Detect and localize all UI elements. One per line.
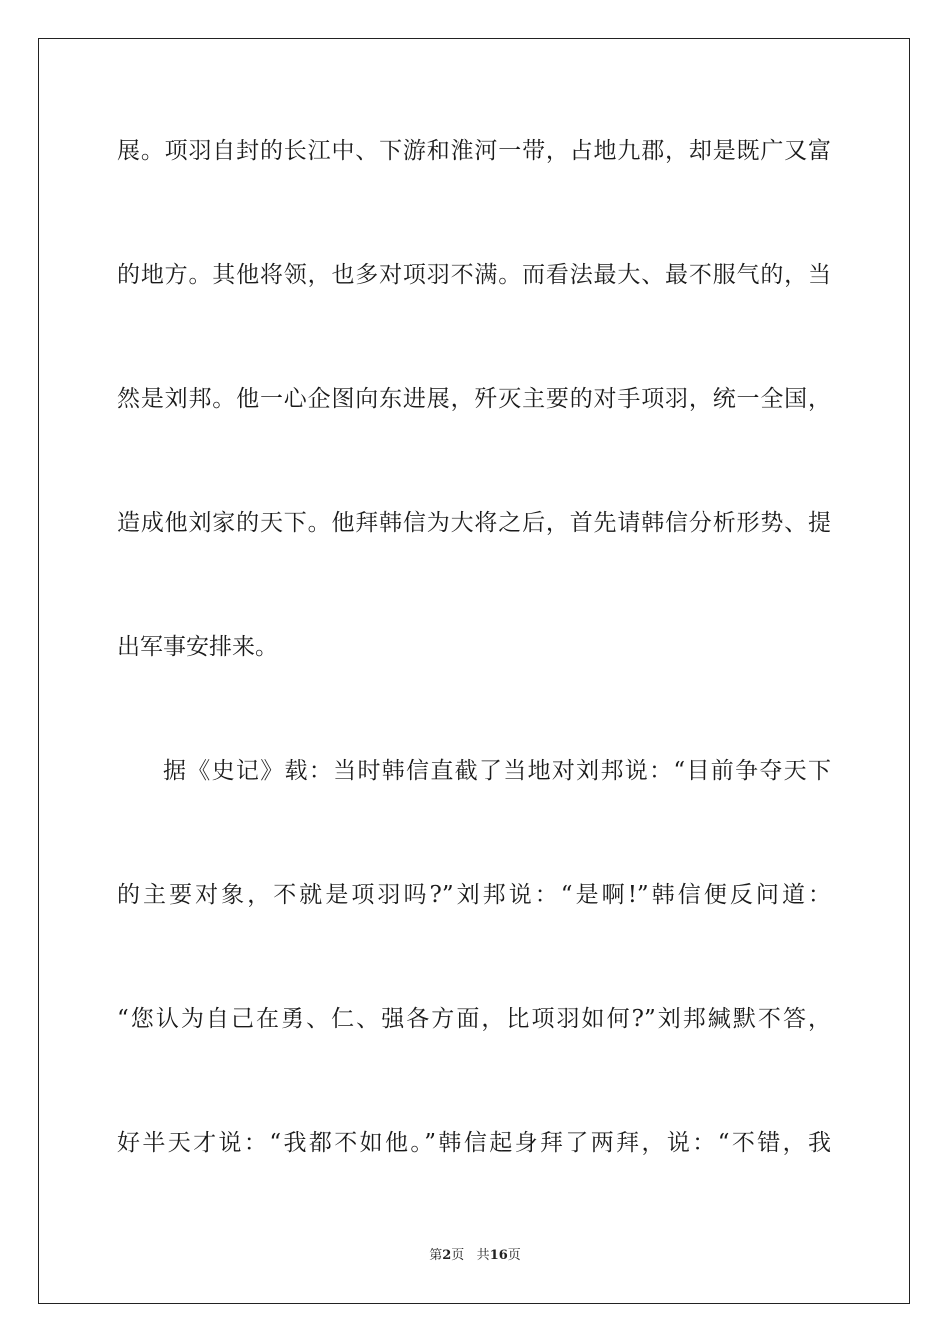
body-text-line-9: 好半天才说：“我都不如他。”韩信起身拜了两拜，说：“不错，我 bbox=[117, 1130, 831, 1156]
footer-page-total: 16 bbox=[489, 1248, 508, 1263]
body-text-line-5: 出军事安排来。 bbox=[117, 634, 278, 660]
page-footer bbox=[0, 1247, 950, 1265]
body-text-line-8: “您认为自己在勇、仁、强各方面，比项羽如何?”刘邦緘默不答， bbox=[117, 1006, 831, 1032]
body-text-line-4: 造成他刘家的天下。他拜韩信为大将之后，首先请韩信分析形势、提 bbox=[117, 510, 831, 536]
footer-total-prefix: 共 bbox=[476, 1248, 490, 1263]
body-text-line-3: 然是刘邦。他一心企图向东进展，歼灭主要的对手项羽，统一全国， bbox=[117, 386, 831, 412]
footer-page-prefix: 第 bbox=[429, 1248, 443, 1263]
footer-page-current: 2 bbox=[442, 1248, 452, 1263]
body-text-line-6: 据《史记》载：当时韩信直截了当地对刘邦说：“目前争夺天下 bbox=[163, 758, 831, 784]
body-text-line-1: 展。项羽自封的长江中、下游和淮河一带，占地九郡，却是既广又富 bbox=[117, 138, 831, 164]
footer-page-suffix: 页 bbox=[451, 1248, 465, 1263]
body-text-line-2: 的地方。其他将领，也多对项羽不满。而看法最大、最不服气的，当 bbox=[117, 262, 831, 288]
page-border bbox=[38, 38, 910, 1304]
footer-total-suffix: 页 bbox=[507, 1248, 521, 1263]
body-text-line-7: 的主要对象，不就是项羽吗?”刘邦说：“是啊!”韩信便反问道： bbox=[117, 882, 831, 908]
